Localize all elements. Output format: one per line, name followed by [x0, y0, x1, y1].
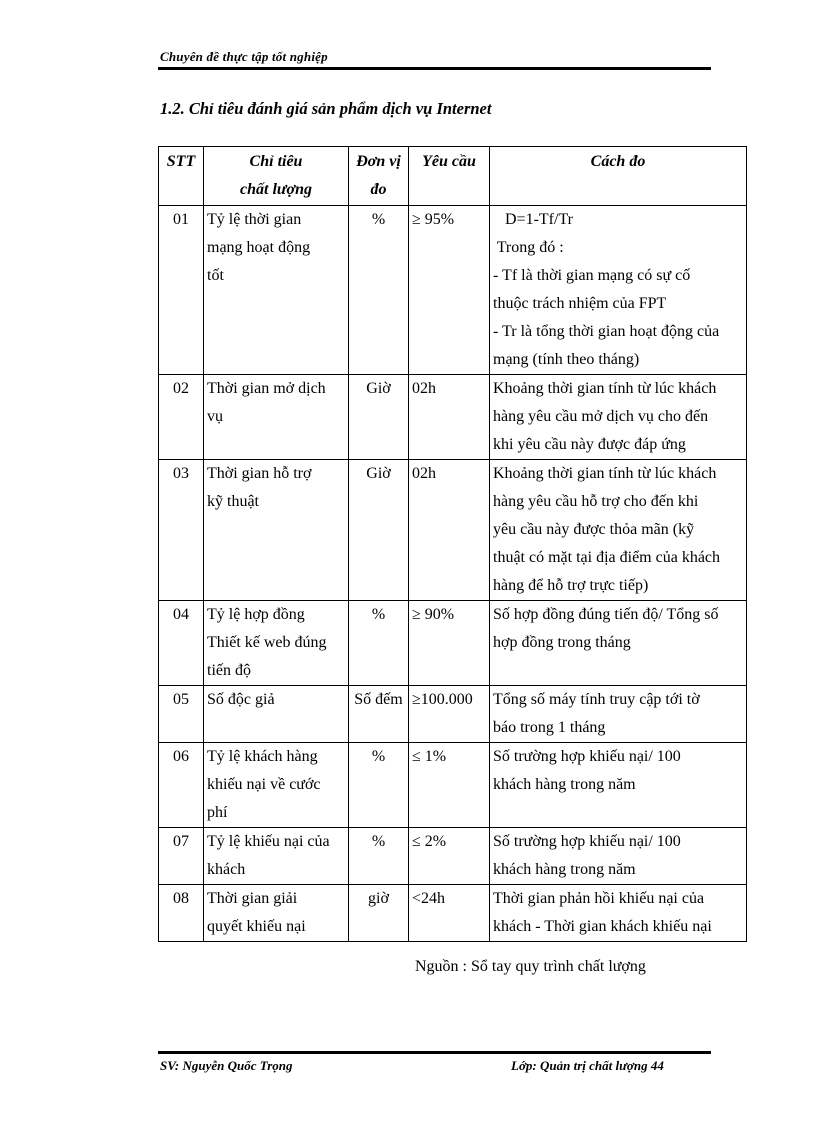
header-requirement: Yêu cầu [409, 147, 490, 206]
cell-criteria: Tỷ lệ thời gian mạng hoạt động tốt [204, 206, 349, 375]
cell-requirement: <24h [409, 885, 490, 942]
section-title: 1.2. Chỉ tiêu đánh giá sản phẩm dịch vụ Internet [160, 99, 492, 118]
table-row [159, 460, 747, 601]
cell-stt: 01 [159, 206, 204, 375]
cell-criteria: Thời gian hỗ trợ kỹ thuật [204, 460, 349, 601]
cell-method: Số hợp đồng đúng tiến độ/ Tổng số hợp đồng trong tháng [490, 601, 747, 686]
cell-method: Khoảng thời gian tính từ lúc khách hàng yêu cầu mở dịch vụ cho đến khi yêu cầu này được đáp ứng [490, 375, 747, 460]
footer-student-name: SV: Nguyễn Quốc Trọng [160, 1058, 293, 1073]
cell-method: D=1-Tf/Tr Trong đó : - Tf là thời gian mạng có sự cố thuộc trách nhiệm của FPT - Tr là tổng thời gian hoạt động của mạng (tính theo tháng) [490, 206, 747, 375]
cell-stt: 03 [159, 460, 204, 601]
cell-unit: % [349, 828, 409, 885]
table-row [159, 743, 747, 828]
cell-requirement: ≤ 1% [409, 743, 490, 828]
cell-method: Số trường hợp khiếu nại/ 100 khách hàng trong năm [490, 743, 747, 828]
cell-method: Số trường hợp khiếu nại/ 100 khách hàng trong năm [490, 828, 747, 885]
footer-class-name: Lớp: Quản trị chất lượng 44 [511, 1058, 664, 1073]
cell-stt: 06 [159, 743, 204, 828]
cell-requirement: ≤ 2% [409, 828, 490, 885]
cell-method: Khoảng thời gian tính từ lúc khách hàng yêu cầu hỗ trợ cho đến khi yêu cầu này được thỏa mãn (kỹ thuật có mặt tại địa điểm của khách hàng để hỗ trợ trực tiếp) [490, 460, 747, 601]
table-header-row [159, 147, 747, 206]
table-row [159, 601, 747, 686]
page-header-title: Chuyên đề thực tập tốt nghiệp [160, 49, 328, 64]
table-row [159, 885, 747, 942]
cell-unit: % [349, 601, 409, 686]
header-stt: STT [159, 147, 204, 206]
cell-requirement: 02h [409, 460, 490, 601]
cell-stt: 08 [159, 885, 204, 942]
header-method: Cách đo [490, 147, 747, 206]
quality-criteria-table [158, 146, 747, 942]
cell-stt: 04 [159, 601, 204, 686]
header-rule [158, 67, 711, 70]
cell-unit: Giờ [349, 460, 409, 601]
cell-unit: % [349, 743, 409, 828]
cell-unit: giờ [349, 885, 409, 942]
cell-requirement: ≥100.000 [409, 686, 490, 743]
cell-stt: 02 [159, 375, 204, 460]
cell-criteria: Thời gian giải quyết khiếu nại [204, 885, 349, 942]
table-row [159, 206, 747, 375]
cell-requirement: 02h [409, 375, 490, 460]
cell-criteria: Thời gian mở dịch vụ [204, 375, 349, 460]
header-unit: Đơn vị đo [349, 147, 409, 206]
cell-criteria: Tỷ lệ khiếu nại của khách [204, 828, 349, 885]
cell-criteria: Tỷ lệ hợp đồng Thiết kế web đúng tiến độ [204, 601, 349, 686]
table-row [159, 828, 747, 885]
cell-requirement: ≥ 90% [409, 601, 490, 686]
cell-criteria: Số độc giả [204, 686, 349, 743]
cell-method: Thời gian phản hồi khiếu nại của khách - Thời gian khách khiếu nại [490, 885, 747, 942]
source-note: Nguồn : Sổ tay quy trình chất lượng [415, 958, 646, 975]
cell-criteria: Tỷ lệ khách hàng khiếu nại về cước phí [204, 743, 349, 828]
cell-stt: 05 [159, 686, 204, 743]
table-row [159, 375, 747, 460]
cell-stt: 07 [159, 828, 204, 885]
cell-unit: Giờ [349, 375, 409, 460]
cell-unit: % [349, 206, 409, 375]
cell-unit: Số đếm [349, 686, 409, 743]
footer-rule [158, 1051, 711, 1054]
header-criteria: Chỉ tiêu chất lượng [204, 147, 349, 206]
cell-requirement: ≥ 95% [409, 206, 490, 375]
table-row [159, 686, 747, 743]
cell-method: Tổng số máy tính truy cập tới tờ báo trong 1 tháng [490, 686, 747, 743]
